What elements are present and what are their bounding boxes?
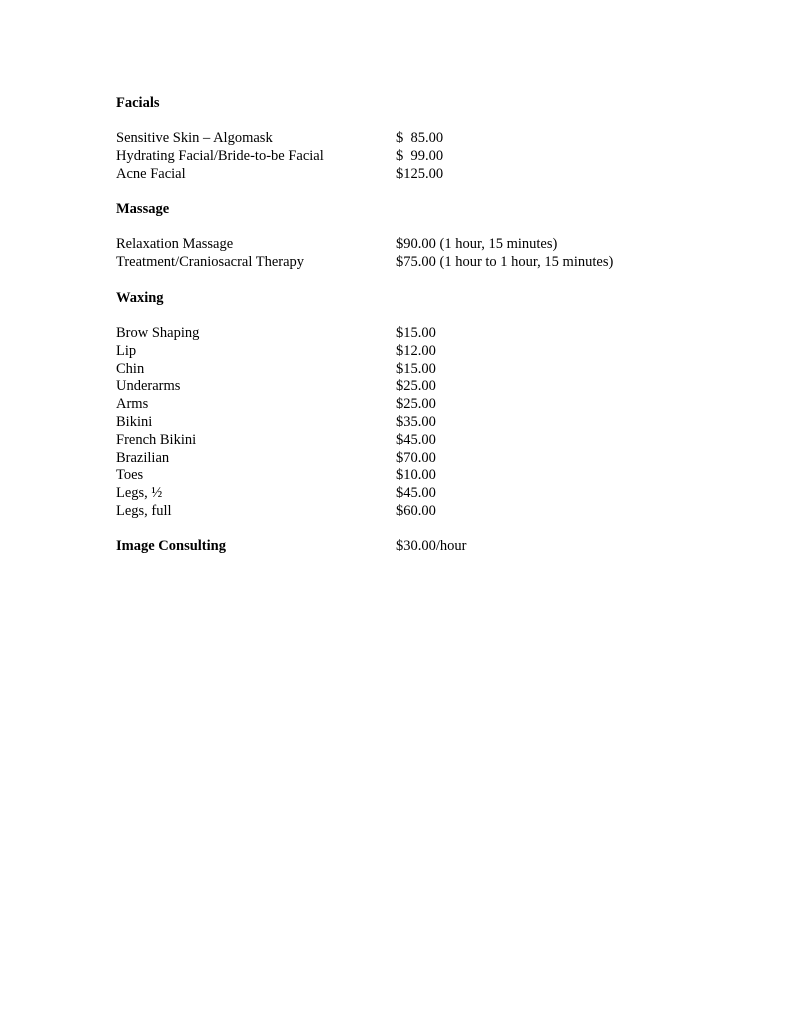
price-list xyxy=(116,94,716,556)
price-row xyxy=(116,485,716,503)
price-row xyxy=(116,378,716,396)
price-row xyxy=(116,396,716,414)
price-row xyxy=(116,166,716,184)
price-row xyxy=(116,343,716,361)
massage-heading: Massage xyxy=(116,201,170,218)
price-row xyxy=(116,414,716,432)
service-name: French Bikini xyxy=(116,431,197,448)
service-price: $12.00 xyxy=(396,342,436,359)
service-name: Treatment/Craniosacral Therapy xyxy=(116,254,305,271)
waxing-section xyxy=(116,289,716,521)
service-price: $45.00 xyxy=(396,485,436,502)
service-price: $10.00 xyxy=(396,467,436,484)
massage-section xyxy=(116,200,716,272)
service-price: $15.00 xyxy=(396,324,436,341)
service-price: $75.00 (1 hour to 1 hour, 15 minutes) xyxy=(396,254,614,271)
service-price: $ 99.00 xyxy=(396,147,444,164)
service-price: $25.00 xyxy=(396,396,436,413)
price-row xyxy=(116,130,716,148)
spacer xyxy=(116,218,716,236)
facials-heading: Facials xyxy=(116,95,160,111)
spacer xyxy=(116,112,716,130)
waxing-heading: Waxing xyxy=(116,289,164,306)
price-row xyxy=(116,361,716,379)
service-price: $45.00 xyxy=(396,431,436,448)
service-name: Acne Facial xyxy=(116,165,186,182)
service-price: $25.00 xyxy=(396,378,436,395)
price-row xyxy=(116,236,716,254)
service-name: Arms xyxy=(116,396,149,413)
service-name: Bikini xyxy=(116,413,153,430)
price-row xyxy=(116,467,716,485)
service-name: Chin xyxy=(116,360,145,377)
service-price: $35.00 xyxy=(396,413,436,430)
price-row xyxy=(116,148,716,166)
service-price: $60.00 xyxy=(396,502,436,519)
facials-section xyxy=(116,94,716,183)
price-row xyxy=(116,503,716,521)
service-price: $15.00 xyxy=(396,360,436,377)
service-name: Legs, full xyxy=(116,502,172,519)
spacer xyxy=(116,307,716,325)
service-name: Toes xyxy=(116,467,144,484)
price-row xyxy=(116,254,716,272)
service-name: Brazilian xyxy=(116,449,170,466)
service-name: Relaxation Massage xyxy=(116,236,234,253)
service-price: $90.00 (1 hour, 15 minutes) xyxy=(396,236,558,253)
service-name: Brow Shaping xyxy=(116,324,200,341)
price-row xyxy=(116,325,716,343)
service-price: $70.00 xyxy=(396,449,436,466)
service-name: Underarms xyxy=(116,378,181,395)
image-consulting-price: $30.00/hour xyxy=(396,537,467,554)
service-price: $125.00 xyxy=(396,165,444,182)
service-name: Sensitive Skin – Algomask xyxy=(116,130,273,146)
service-name: Legs, ½ xyxy=(116,485,163,502)
image-consulting-label: Image Consulting xyxy=(116,537,226,554)
price-row xyxy=(116,432,716,450)
image-consulting-row xyxy=(116,538,716,556)
service-name: Hydrating Facial/Bride-to-be Facial xyxy=(116,147,324,164)
service-price: $ 85.00 xyxy=(396,130,444,146)
price-row xyxy=(116,450,716,468)
service-name: Lip xyxy=(116,342,137,359)
